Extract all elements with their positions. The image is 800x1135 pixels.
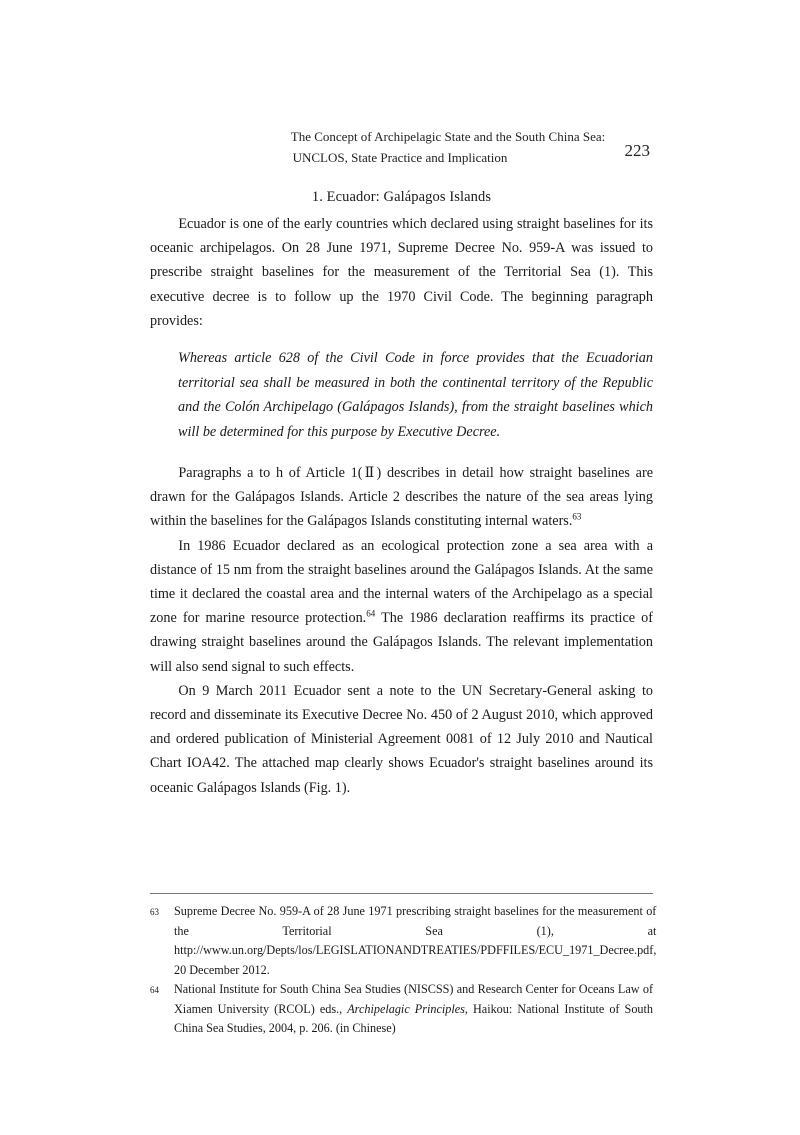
footnote-divider (150, 893, 653, 894)
paragraph-3-text-b: The 1986 declaration reaffirms its practice of drawing straight baselines around the Galápagos Islands. The relevant implementation will also send signal to such effects. (150, 610, 653, 675)
paragraph-3 (150, 534, 653, 679)
section-title: 1. Ecuador: Galápagos Islands (311, 189, 492, 205)
block-quote: Whereas article 628 of the Civil Code in force provides that the Ecuadorian territorial sea shall be measured in both the continental territory of the Republic and the Colón Archipelago (Galápagos Islands), from the straight baselines which will be determined for this purpose by Executive Decree. (178, 350, 653, 440)
running-header-line-2: UNCLOS, State Practice and Implication (292, 150, 508, 165)
footnote-text-a: National Institute for South China Sea Studies (NISCSS) and Research Center for Oceans Law of Xiamen University (RCOL) eds., (174, 982, 653, 1016)
paragraph-4: On 9 March 2011 Ecuador sent a note to the UN Secretary-General asking to record and disseminate its Executive Decree No. 450 of 2 August 2010, which approved and ordered publication of Ministerial Agreement 0081 of 12 July 2010 and Nautical Chart IOA42. The attached map clearly shows Ecuador's straight baselines around its oceanic Galápagos Islands (Fig. 1). (150, 682, 653, 796)
footnote-text (174, 980, 653, 1039)
footnote-number: 64 (150, 985, 159, 995)
footnote-63 (150, 902, 657, 980)
page-number: 223 (624, 141, 650, 160)
running-header-line-1: The Concept of Archipelagic State and the South China Sea: (290, 129, 606, 144)
footnote-ref-63[interactable]: 63 (572, 511, 582, 522)
footnote-number: 63 (150, 907, 159, 917)
footnote-text (174, 902, 656, 980)
main-content (150, 185, 653, 800)
footnotes (150, 902, 657, 1039)
paragraph-1: Ecuador is one of the early countries which declared using straight baselines for its oceanic archipelagos. On 28 June 1971, Supreme Decree No. 959-A was issued to prescribe straight baselines for the measurement of the Territorial Sea (1). This executive decree is to follow up the 1970 Civil Code. The beginning paragraph provides: (150, 216, 653, 329)
footnote-italic: Archipelagic Principles (347, 1001, 465, 1016)
running-header (150, 126, 650, 168)
paragraph-3-text-a: In 1986 Ecuador declared as an ecological protection zone a sea area with a distance of 15 nm from the straight baselines around the Galápagos Islands. At the same time it declared the coastal area and the internal waters of the Archipelago as a special zone for marine resource protection. (150, 537, 653, 627)
paragraph-2-text: Paragraphs a to h of Article 1(Ⅱ) describes in detail how straight baselines are drawn for the Galápagos Islands. Article 2 describes the nature of the sea areas lying within the baselines for the Galápagos Islands constituting internal waters. (150, 465, 653, 530)
footnote-64 (150, 980, 653, 1039)
paragraph-2 (150, 461, 653, 534)
footnote-text-a: Supreme Decree No. 959-A of 28 June 1971 prescribing straight baselines for the measurement of the Territorial Sea (1), at http://www.un.org/Depts/los/LEGISLATIONANDTREATIES/PDFFILES/ECU_1971_Decree.pdf, 20 December 2012. (174, 904, 657, 977)
footnote-ref-64[interactable]: 64 (366, 608, 376, 619)
footnote-text-b: , Haikou: National Institute of South China Sea Studies, 2004, p. 206. (in Chinese) (174, 1001, 653, 1035)
